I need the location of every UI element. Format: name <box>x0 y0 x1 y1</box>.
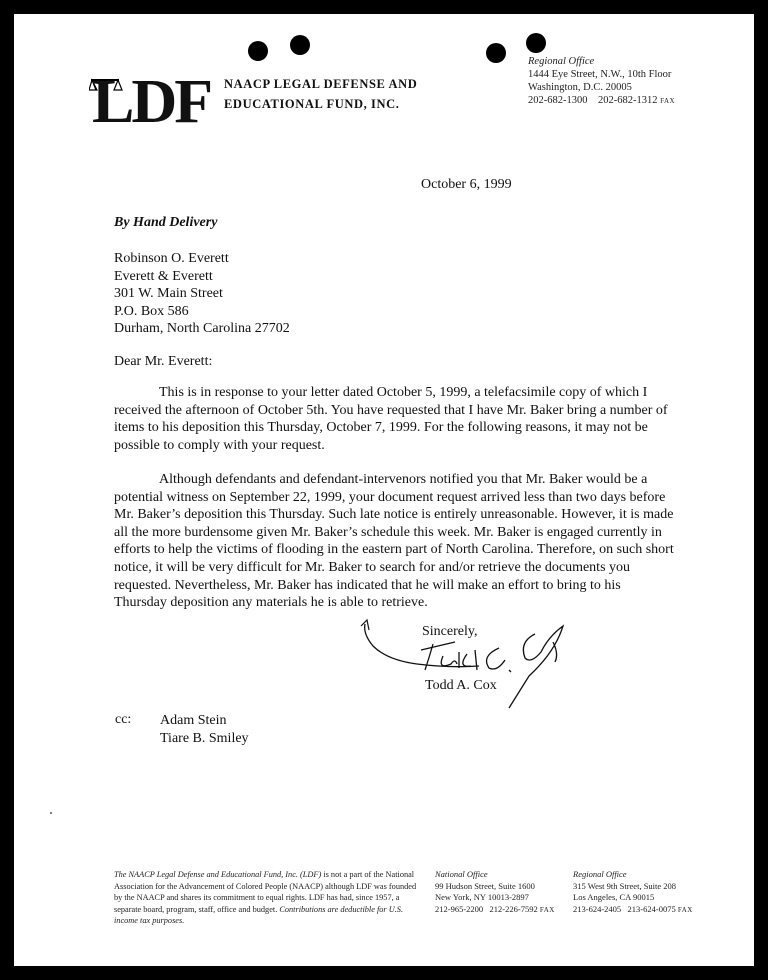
org-name <box>224 74 417 114</box>
fax-label: FAX <box>539 905 555 914</box>
org-name-line2: EDUCATIONAL FUND, INC. <box>224 97 400 111</box>
letter-date: October 6, 1999 <box>421 177 512 192</box>
recipient-street: 301 W. Main Street <box>114 286 223 301</box>
recipient-po-box: P.O. Box 586 <box>114 303 189 319</box>
cc-recipient: Tiare B. Smiley <box>160 731 249 746</box>
cc-recipient: Adam Stein <box>160 713 227 728</box>
disclaimer-tax-note: Contributions are deductible for U.S. income tax purposes. <box>114 904 404 925</box>
fax-label: FAX <box>660 97 676 105</box>
closing: Sincerely, <box>422 624 478 639</box>
office-city: Washington, D.C. 20005 <box>528 82 632 93</box>
office-label: National Office <box>435 869 488 879</box>
disclaimer-org: The NAACP Legal Defense and Educational Fund, Inc. (LDF) <box>114 870 322 879</box>
logo-text: LDF <box>92 68 211 128</box>
office-fax: 213-624-0075 <box>627 903 676 914</box>
punch-hole <box>486 43 506 63</box>
office-fax: 202-682-1312 <box>598 95 658 106</box>
office-street: 1444 Eye Street, N.W., 10th Floor <box>528 69 672 80</box>
office-phone: 212-965-2200 <box>435 903 484 914</box>
cc-list <box>160 712 249 748</box>
recipient-firm: Everett & Everett <box>114 268 213 284</box>
office-phones <box>435 904 555 917</box>
office-label: Regional Office <box>573 869 627 879</box>
fax-label: FAX <box>677 905 693 914</box>
office-phone: 213-624-2405 <box>573 903 622 914</box>
body-paragraph: Although defendants and defendant-intervenors notified you that Mr. Baker would be a potential witness on September 22, 1999, your document request arrived less than two days before Mr. Baker’s deposition this Thursday. Such late notice is entirely unreasonable. However, it is made all the more burdensome given Mr. Baker’s schedule this week. Mr. Baker is engaged currently in efforts to help the victims of flooding in the eastern part of North Carolina. Therefore, on such short notice, it will be very difficult for Mr. Baker to search for and/or retrieve the documents you requested. Nevertheless, Mr. Baker has indicated that he will make an effort to bring to his Thursday deposition any materials he is able to retrieve. <box>114 472 674 611</box>
office-phones <box>573 904 693 917</box>
office-phone: 202-682-1300 <box>528 95 588 106</box>
punch-hole <box>290 35 310 55</box>
office-street: 315 West 9th Street, Suite 208 <box>573 880 677 891</box>
speck <box>50 812 52 814</box>
punch-hole <box>248 41 268 61</box>
header-regional-office <box>528 55 675 108</box>
punch-hole <box>526 33 546 53</box>
signer-name: Todd A. Cox <box>425 678 497 693</box>
recipient-city: Durham, North Carolina 27702 <box>114 321 290 336</box>
body-paragraph: This is in response to your letter dated October 5, 1999, a telefacsimile copy of which I received the afternoon of October 5th. You have requested that I have Mr. Baker bring a number of items to his deposition this Thursday, October 7, 1999. For the following reasons, it may not be possible to comply with your request. <box>114 385 668 453</box>
org-name-line1: NAACP LEGAL DEFENSE AND <box>224 77 418 91</box>
office-phones <box>528 94 675 108</box>
disclaimer-body: is not a part of the National Association for the Advancement of Colored People (NAACP) although LDF was founded by the NAACP and shares its commitment to equal rights. LDF has had, since 1957, a separate board, program, staff, office and budget. <box>114 870 417 914</box>
cc-label: cc: <box>115 712 132 727</box>
footer-disclaimer <box>114 869 424 927</box>
delivery-method: By Hand Delivery <box>114 215 218 230</box>
office-label: Regional Office <box>528 56 595 67</box>
recipient-address <box>114 250 290 338</box>
footer-national-office <box>435 869 555 916</box>
office-city: Los Angeles, CA 90015 <box>573 892 655 902</box>
recipient-name: Robinson O. Everett <box>114 251 229 266</box>
letter-page <box>14 14 754 966</box>
salutation: Dear Mr. Everett: <box>114 354 213 369</box>
footer-regional-office <box>573 869 693 916</box>
office-street: 99 Hudson Street, Suite 1600 <box>435 880 535 891</box>
ldf-logo <box>89 60 214 128</box>
office-fax: 212-226-7592 <box>489 903 538 914</box>
office-city: New York, NY 10013-2897 <box>435 892 529 902</box>
